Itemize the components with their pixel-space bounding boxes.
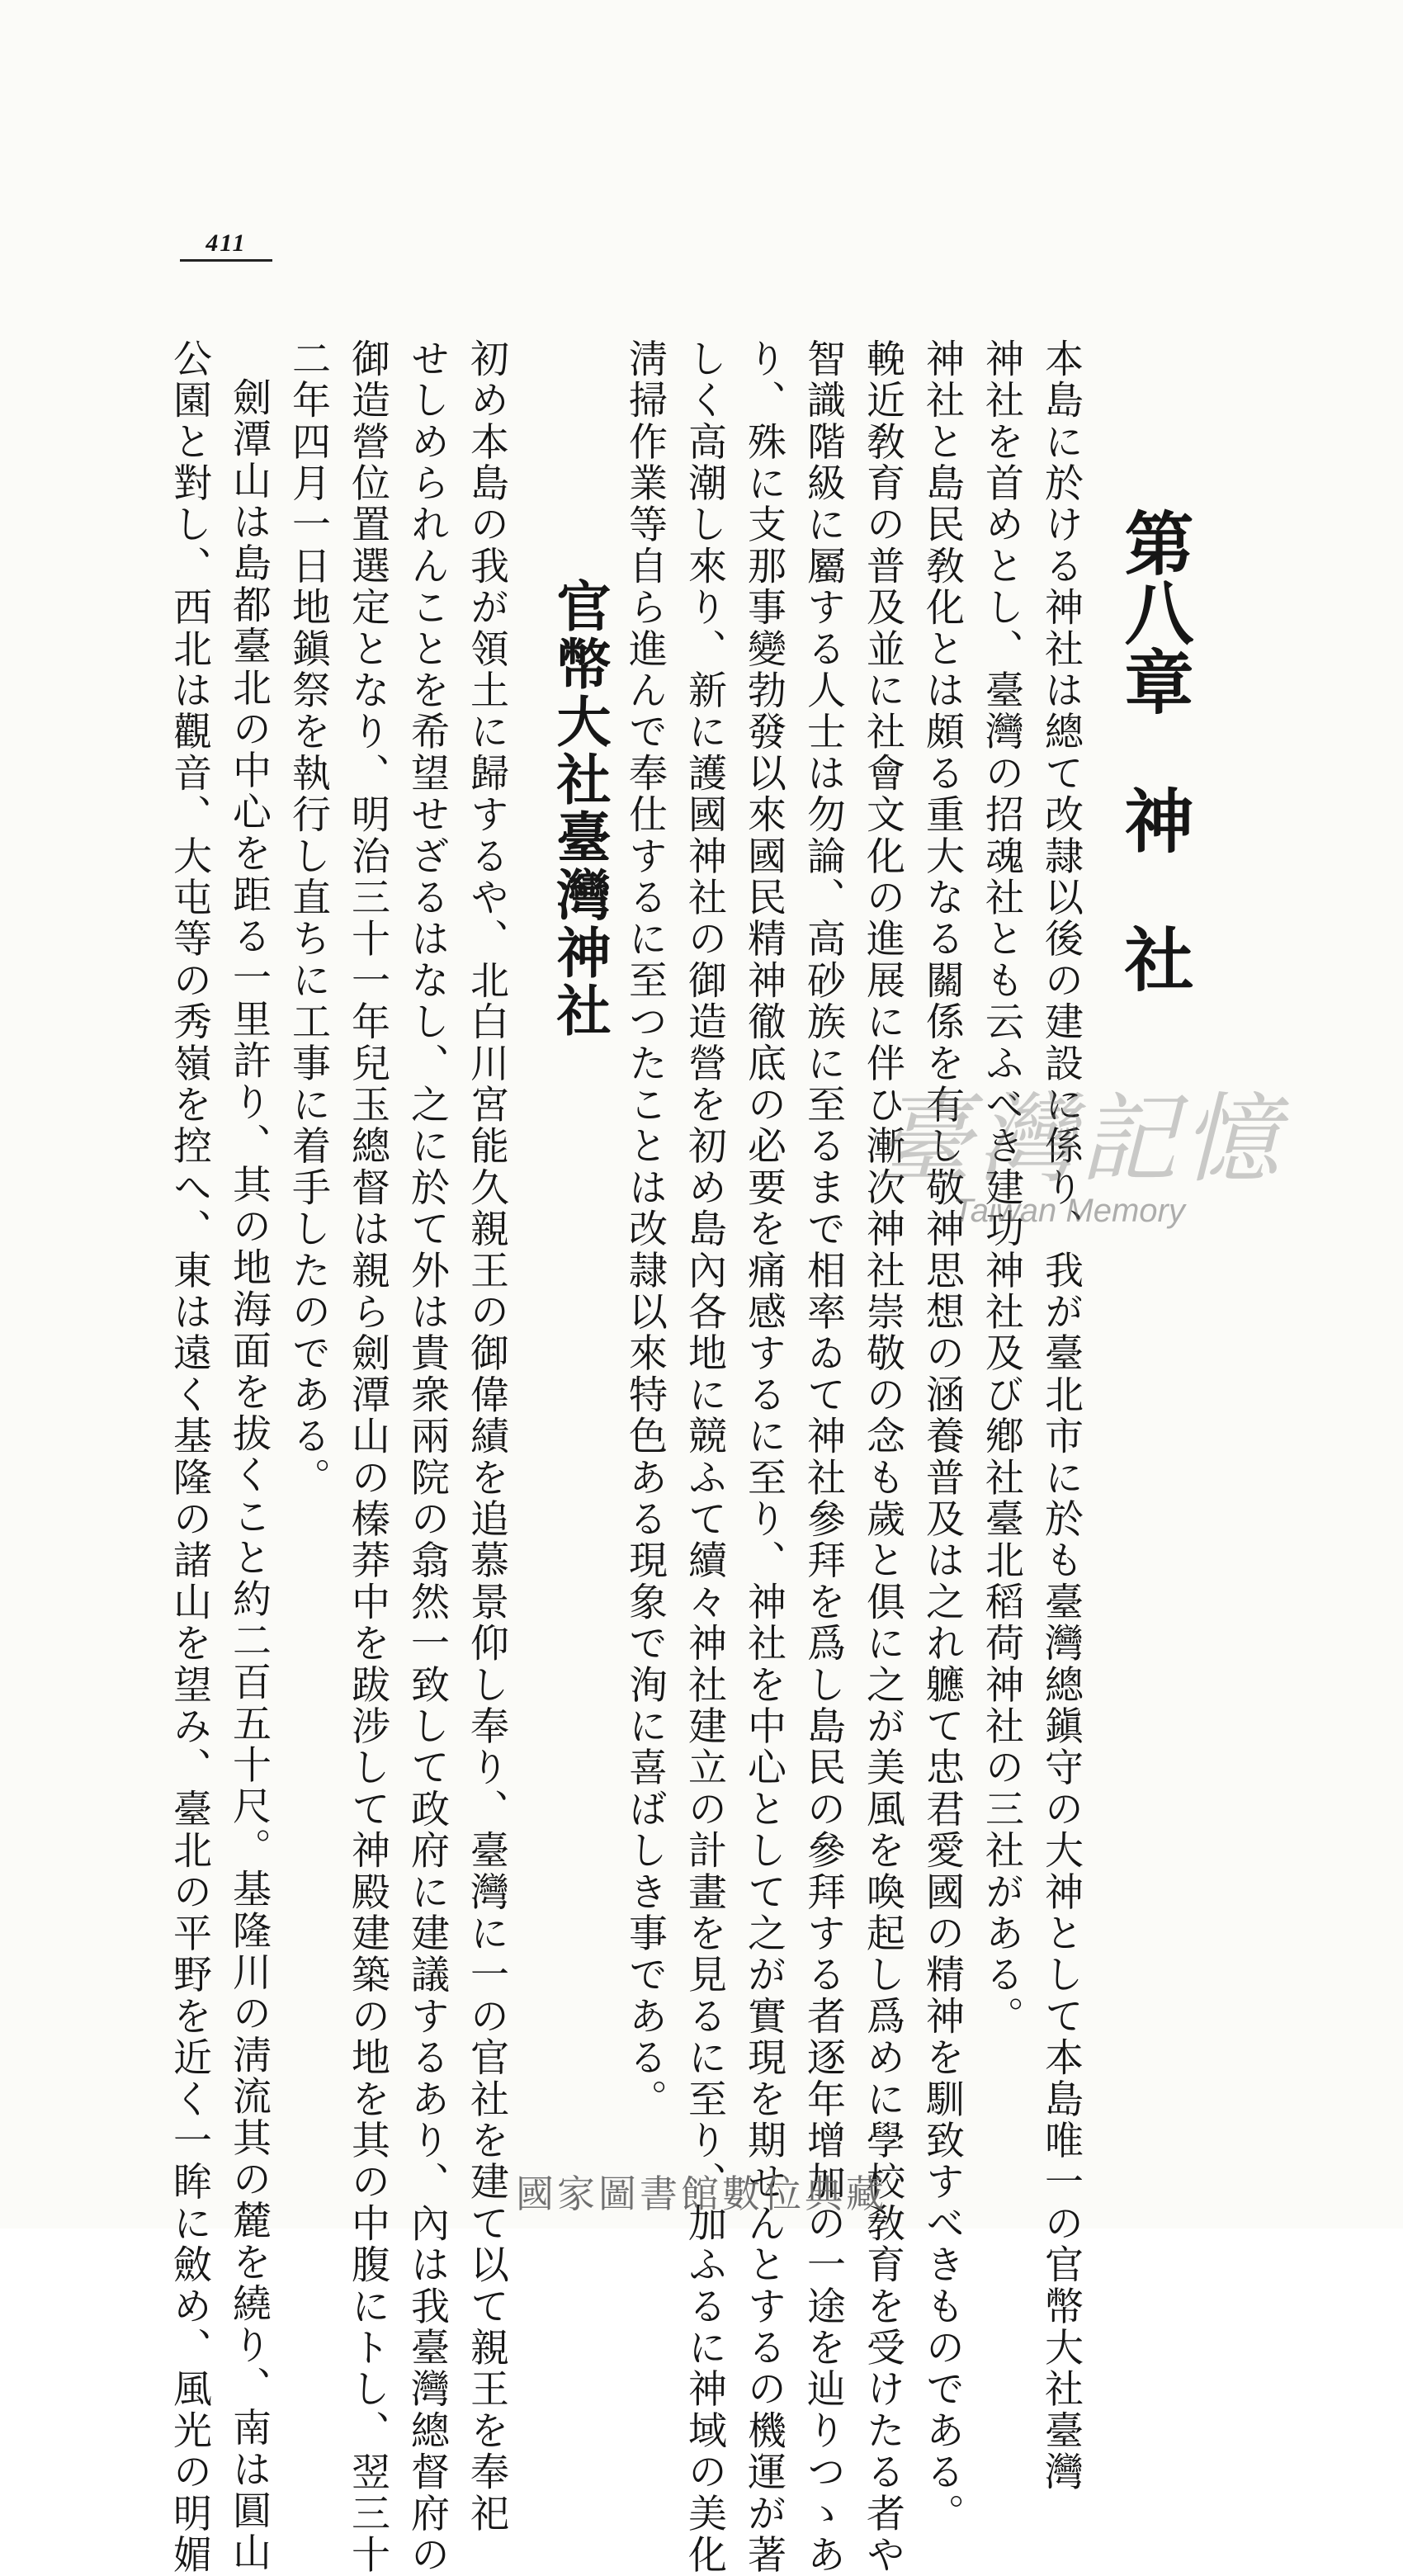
text-column-1: 本島に於ける神社は總て改隷以後の建設に係り、我が臺北市に於も臺灣總鎭守の大神として本島唯一の官幣大社臺灣	[1038, 338, 1084, 2493]
text-column-9: 初め本島の我が領土に歸するや、北白川宮能久親王の御偉績を追慕景仰し奉り、臺灣に一の官社を建て以て親王を奉祀	[464, 338, 509, 2535]
chapter-title: 第八章 神 社	[1113, 508, 1195, 993]
text-column-3: 神社と島民敎化とは頗る重大なる關係を有し敬神思想の涵養普及は之れ軈て忠君愛國の精神を馴致すべきものである。	[919, 338, 965, 2535]
page-number: 411	[180, 229, 272, 262]
text-column-4: 輓近敎育の普及並に社會文化の進展に伴ひ漸次神社崇敬の念も歲と俱に之が美風を喚起し爲めに學校敎育を受けたる者や	[860, 338, 905, 2576]
text-column-6: り、殊に支那事變勃發以來國民精神徹底の必要を痛感するに至り、神社を中心として之が實現を期せんとするの機運が著	[741, 338, 787, 2576]
text-column-13: 劍潭山は島都臺北の中心を距る一里許り、其の地海面を拔くこと約二百五十尺。基隆川の淸流其の麓を繞り、南は圓山	[226, 377, 272, 2574]
text-column-2: 神社を首めとし、臺灣の招魂社とも云ふべき建功神社及び鄕社臺北稻荷神社の三社がある。	[979, 338, 1024, 2038]
watermark-english: Taiwan Memory	[953, 1193, 1185, 1229]
text-column-10: せしめられんことを希望せざるはなし、之に於て外は貴衆兩院の翕然一致して政府に建議するあり、內は我臺灣總督府の	[404, 338, 450, 2576]
library-footer: 國家圖書館數位典藏	[516, 2172, 887, 2216]
section-title: 官幣大社臺灣神社	[547, 578, 612, 1040]
text-column-8: 淸掃作業等自ら進んで奉仕するに至つたことは改隷以來特色ある現象で洵に喜ばしき事である。	[622, 338, 668, 2120]
text-column-12: 二年四月一日地鎭祭を執行し直ちに工事に着手したのである。	[286, 338, 331, 1499]
text-column-11: 御造營位置選定となり、明治三十一年兒玉總督は親ら劍潭山の榛莽中を跋涉して神殿建築の地を其の中腹にトし、翌三十	[345, 338, 390, 2576]
text-column-14: 公園と對し、西北は觀音、大屯等の秀嶺を控へ、東は遠く基隆の諸山を望み、臺北の平野を近く一眸に斂め、風光の明媚	[167, 338, 212, 2576]
watermark-chars: 臺灣記憶	[875, 1082, 1285, 1196]
text-column-5: 智識階級に屬する人士は勿論、高砂族に至るまで相率ゐて神社參拜を爲し島民の參拜する者逐年增加の一途を辿りつゝあ	[801, 338, 846, 2576]
text-column-7: しく高潮し來り、新に護國神社の御造營を初め島內各地に競ふて續々神社建立の計畫を見るに至り、加ふるに神域の美化	[682, 338, 727, 2576]
